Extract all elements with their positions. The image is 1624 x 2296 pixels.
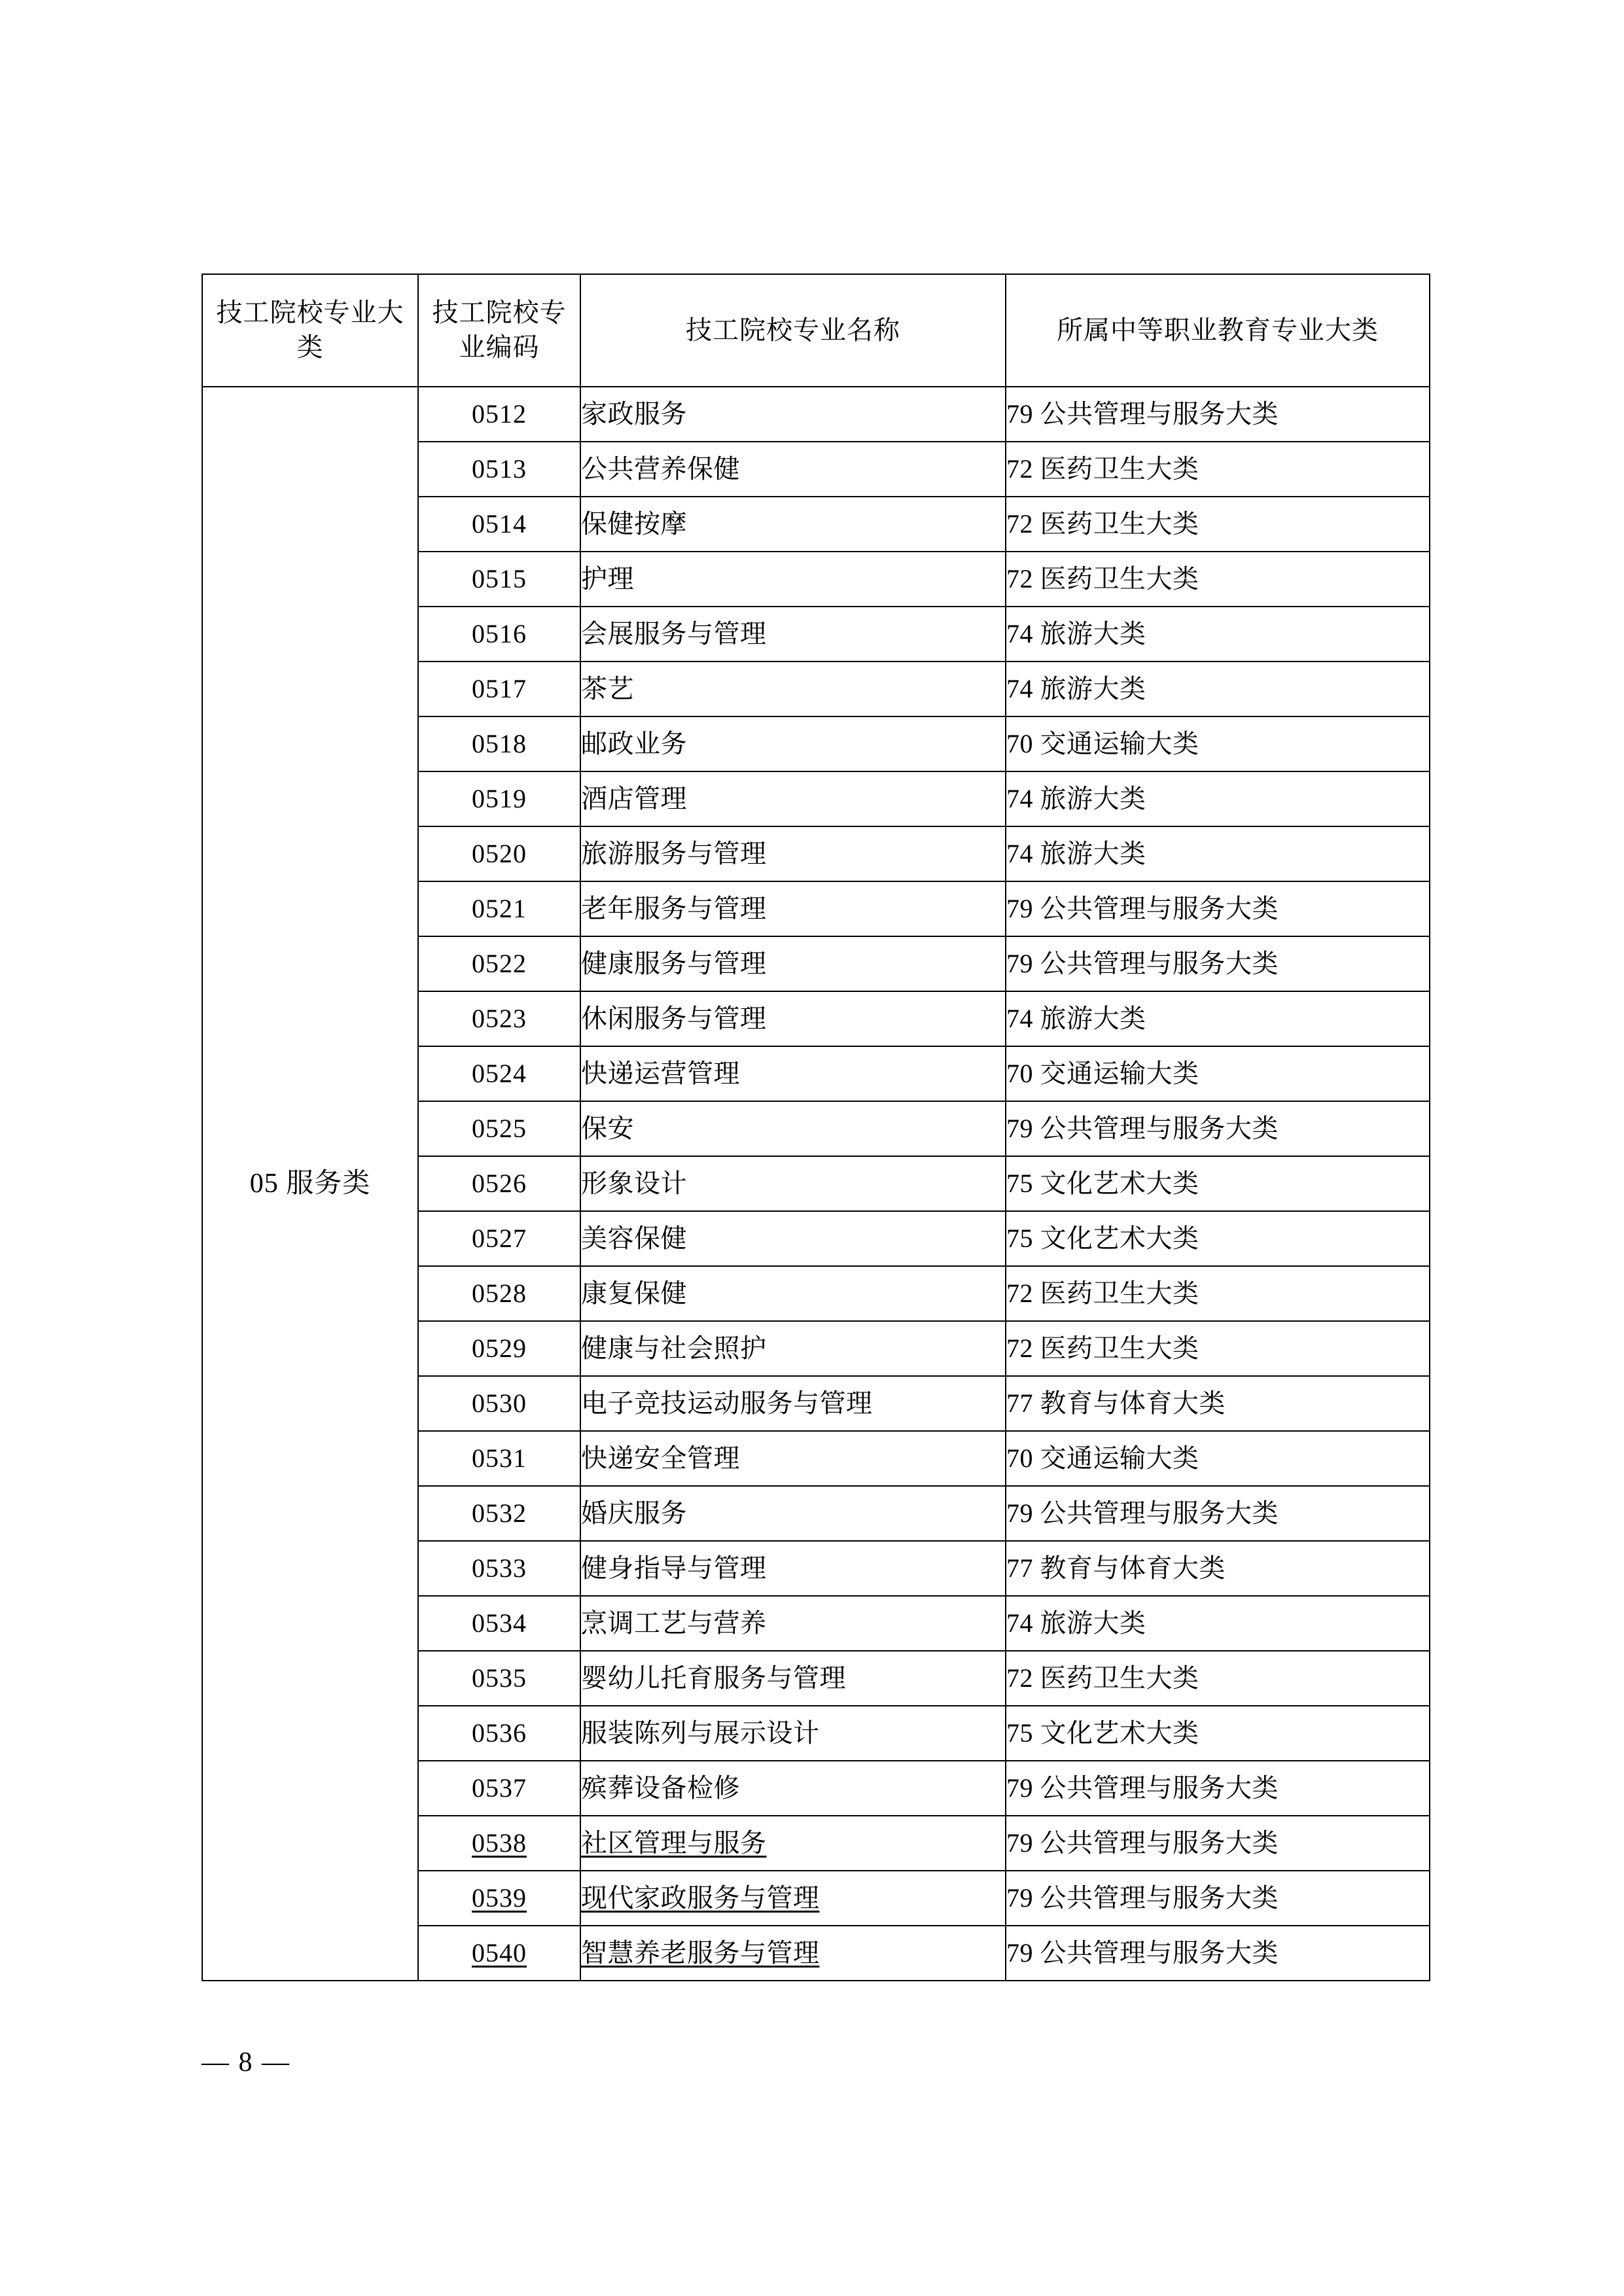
specialty-name-cell: 殡葬设备检修 <box>580 1761 1006 1816</box>
specialty-code-cell: 0526 <box>418 1156 580 1211</box>
column-header-code <box>418 274 580 387</box>
specialty-code-text: 0539 <box>472 1883 527 1913</box>
column-header-name <box>580 274 1006 387</box>
major-category-cell: 75 文化艺术大类 <box>1006 1706 1430 1761</box>
major-category-cell: 70 交通运输大类 <box>1006 1431 1430 1486</box>
major-category-cell: 74 旅游大类 <box>1006 1596 1430 1651</box>
specialty-code-cell: 0528 <box>418 1266 580 1321</box>
specialty-name-cell: 公共营养保健 <box>580 442 1006 497</box>
major-category-cell: 79 公共管理与服务大类 <box>1006 1926 1430 1981</box>
specialty-name-cell: 护理 <box>580 552 1006 607</box>
specialty-code-cell: 0520 <box>418 826 580 881</box>
column-header-code-label: 技工院校专业编码 <box>432 298 567 362</box>
specialty-name-cell: 休闲服务与管理 <box>580 991 1006 1046</box>
major-category-cell: 74 旅游大类 <box>1006 771 1430 826</box>
major-category-cell: 74 旅游大类 <box>1006 826 1430 881</box>
specialty-name-cell: 烹调工艺与营养 <box>580 1596 1006 1651</box>
specialty-code-cell <box>418 1816 580 1871</box>
major-category-cell: 72 医药卫生大类 <box>1006 1321 1430 1376</box>
specialty-name-cell: 美容保健 <box>580 1211 1006 1266</box>
major-category-cell: 74 旅游大类 <box>1006 991 1430 1046</box>
category-cell: 05 服务类 <box>202 387 418 1981</box>
column-header-major-category <box>1006 274 1430 387</box>
specialty-code-cell: 0515 <box>418 552 580 607</box>
table-body <box>202 387 1430 1981</box>
table-header <box>202 274 1430 387</box>
column-header-category-label: 技工院校专业大类 <box>216 298 404 362</box>
specialty-name-cell: 邮政业务 <box>580 716 1006 771</box>
major-category-cell: 79 公共管理与服务大类 <box>1006 881 1430 936</box>
specialty-code-cell: 0522 <box>418 936 580 991</box>
specialty-code-cell: 0517 <box>418 662 580 716</box>
specialty-code-cell: 0532 <box>418 1486 580 1541</box>
major-category-cell: 77 教育与体育大类 <box>1006 1541 1430 1596</box>
specialty-name-cell: 快递安全管理 <box>580 1431 1006 1486</box>
specialty-code-text: 0540 <box>472 1938 527 1968</box>
specialty-name-cell: 快递运营管理 <box>580 1046 1006 1101</box>
specialty-code-cell: 0534 <box>418 1596 580 1651</box>
specialty-code-text: 0538 <box>472 1828 527 1858</box>
major-category-cell: 79 公共管理与服务大类 <box>1006 1816 1430 1871</box>
specialty-name-cell: 婚庆服务 <box>580 1486 1006 1541</box>
specialty-name-cell: 形象设计 <box>580 1156 1006 1211</box>
specialty-code-cell: 0533 <box>418 1541 580 1596</box>
major-category-cell: 79 公共管理与服务大类 <box>1006 1871 1430 1926</box>
specialty-name-text: 智慧养老服务与管理 <box>581 1938 820 1968</box>
specialty-name-cell <box>580 1926 1006 1981</box>
major-category-cell: 72 医药卫生大类 <box>1006 552 1430 607</box>
page-number: — 8 — <box>202 2047 291 2077</box>
specialty-code-cell: 0527 <box>418 1211 580 1266</box>
major-category-cell: 79 公共管理与服务大类 <box>1006 936 1430 991</box>
major-category-cell: 72 医药卫生大类 <box>1006 497 1430 552</box>
specialty-code-cell: 0514 <box>418 497 580 552</box>
specialty-name-cell: 旅游服务与管理 <box>580 826 1006 881</box>
specialty-code-cell: 0536 <box>418 1706 580 1761</box>
specialty-name-text: 社区管理与服务 <box>581 1828 767 1858</box>
specialty-table-container <box>202 274 1429 1981</box>
specialty-code-cell: 0531 <box>418 1431 580 1486</box>
major-category-cell: 79 公共管理与服务大类 <box>1006 1101 1430 1156</box>
specialty-code-cell: 0530 <box>418 1376 580 1431</box>
specialty-name-cell: 保安 <box>580 1101 1006 1156</box>
specialty-code-cell: 0529 <box>418 1321 580 1376</box>
specialty-code-cell: 0512 <box>418 387 580 442</box>
major-category-cell: 72 医药卫生大类 <box>1006 442 1430 497</box>
column-header-category <box>202 274 418 387</box>
major-category-cell: 74 旅游大类 <box>1006 662 1430 716</box>
major-category-cell: 79 公共管理与服务大类 <box>1006 387 1430 442</box>
specialty-code-cell: 0521 <box>418 881 580 936</box>
specialty-code-cell: 0537 <box>418 1761 580 1816</box>
specialty-name-cell: 家政服务 <box>580 387 1006 442</box>
specialty-code-cell: 0519 <box>418 771 580 826</box>
specialty-name-cell: 婴幼儿托育服务与管理 <box>580 1651 1006 1706</box>
table-header-row <box>202 274 1430 387</box>
specialty-name-cell: 健康服务与管理 <box>580 936 1006 991</box>
major-category-cell: 77 教育与体育大类 <box>1006 1376 1430 1431</box>
column-header-name-label: 技工院校专业名称 <box>686 315 900 345</box>
specialty-name-cell: 酒店管理 <box>580 771 1006 826</box>
specialty-name-cell: 保健按摩 <box>580 497 1006 552</box>
specialty-name-cell: 健身指导与管理 <box>580 1541 1006 1596</box>
specialty-code-cell: 0518 <box>418 716 580 771</box>
specialty-code-cell <box>418 1926 580 1981</box>
major-category-cell: 79 公共管理与服务大类 <box>1006 1761 1430 1816</box>
table-row <box>202 387 1430 442</box>
major-category-cell: 72 医药卫生大类 <box>1006 1266 1430 1321</box>
specialty-table <box>202 274 1430 1981</box>
specialty-name-cell: 健康与社会照护 <box>580 1321 1006 1376</box>
column-header-major-category-label: 所属中等职业教育专业大类 <box>1057 315 1379 345</box>
specialty-name-cell <box>580 1871 1006 1926</box>
major-category-cell: 70 交通运输大类 <box>1006 1046 1430 1101</box>
specialty-name-cell: 会展服务与管理 <box>580 607 1006 662</box>
specialty-code-cell: 0516 <box>418 607 580 662</box>
major-category-cell: 70 交通运输大类 <box>1006 716 1430 771</box>
specialty-code-cell: 0513 <box>418 442 580 497</box>
specialty-code-cell: 0523 <box>418 991 580 1046</box>
major-category-cell: 74 旅游大类 <box>1006 607 1430 662</box>
specialty-name-cell: 服装陈列与展示设计 <box>580 1706 1006 1761</box>
specialty-code-cell: 0535 <box>418 1651 580 1706</box>
specialty-code-cell: 0525 <box>418 1101 580 1156</box>
specialty-name-cell: 老年服务与管理 <box>580 881 1006 936</box>
specialty-name-text: 现代家政服务与管理 <box>581 1883 820 1913</box>
specialty-name-cell: 康复保健 <box>580 1266 1006 1321</box>
specialty-name-cell: 茶艺 <box>580 662 1006 716</box>
specialty-name-cell <box>580 1816 1006 1871</box>
specialty-code-cell <box>418 1871 580 1926</box>
major-category-cell: 79 公共管理与服务大类 <box>1006 1486 1430 1541</box>
major-category-cell: 75 文化艺术大类 <box>1006 1156 1430 1211</box>
major-category-cell: 75 文化艺术大类 <box>1006 1211 1430 1266</box>
specialty-code-cell: 0524 <box>418 1046 580 1101</box>
major-category-cell: 72 医药卫生大类 <box>1006 1651 1430 1706</box>
specialty-name-cell: 电子竞技运动服务与管理 <box>580 1376 1006 1431</box>
